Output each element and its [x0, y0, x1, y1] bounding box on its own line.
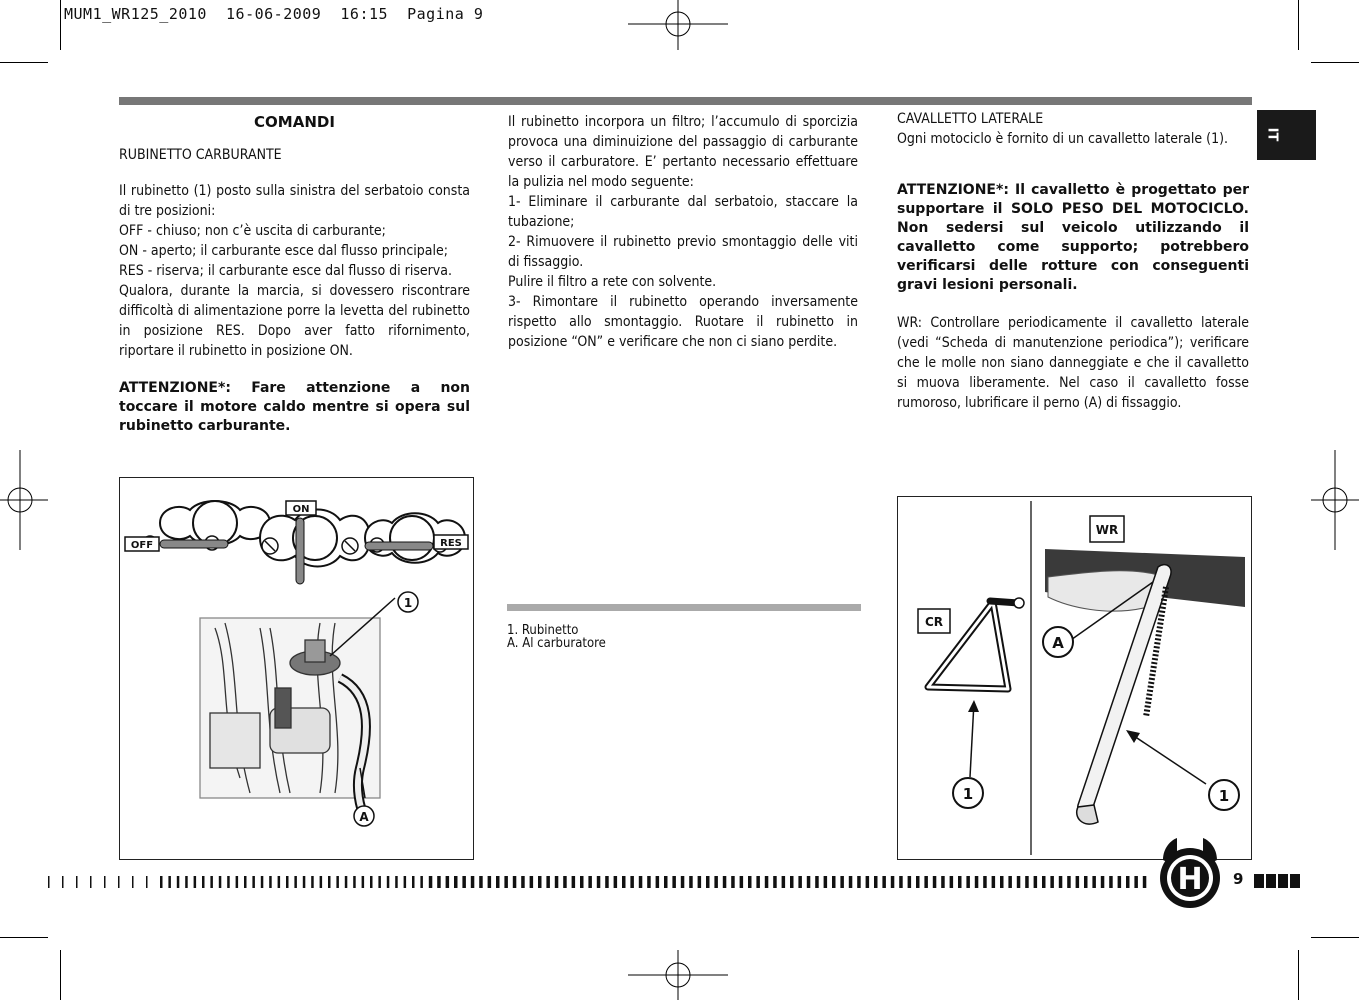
footer-tick — [479, 876, 483, 888]
label-on: ON — [292, 504, 310, 515]
footer-tick — [714, 876, 718, 888]
footer-tick — [950, 876, 954, 888]
footer-tick — [597, 876, 601, 888]
footer-tick — [521, 876, 525, 888]
footer-tick — [278, 876, 281, 888]
footer-tick — [227, 876, 230, 888]
paragraph: 1- Eliminare il carburante dal serbatoio, staccare la tubazione; — [508, 194, 858, 230]
caption-line: A. Al carburatore — [507, 636, 606, 651]
footer-tick — [236, 876, 239, 888]
section-title: COMANDI — [254, 113, 335, 131]
footer-tick — [471, 876, 475, 888]
crop-mark — [0, 62, 48, 63]
registration-mark-bottom — [628, 950, 728, 1000]
footer-tick — [773, 876, 777, 888]
paragraph: WR: Controllare periodicamente il cavalletto laterale (vedi “Scheda di manutenzione periodica”); verificare che le molle non siano danneggiate e che il cavalletto si muova liberamente. Nel caso il cavalletto fosse rumoroso, lubrificare il perno (A) di fissaggio. — [897, 315, 1249, 411]
callout-a-stand: A — [1052, 634, 1064, 652]
footer-tick — [454, 876, 458, 888]
footer-tick — [1050, 876, 1054, 888]
footer-tick — [731, 876, 735, 888]
registration-mark-left — [0, 450, 48, 550]
footer-tick — [429, 876, 433, 888]
page-number: 9 — [1233, 870, 1244, 888]
footer-tick — [1034, 876, 1038, 888]
engine-sketch — [200, 598, 395, 818]
tap-on-diagram — [260, 501, 370, 584]
footer-tick — [185, 876, 188, 888]
footer-tick — [362, 876, 365, 888]
crop-mark — [1298, 0, 1299, 50]
footer-tick — [681, 876, 685, 888]
footer-tick — [639, 876, 643, 888]
footer-tick — [1101, 876, 1105, 888]
paragraph: Il rubinetto incorpora un filtro; l’accumulo di sporcizia provoca una diminuizione del passaggio di carburante verso il carburatore. E’ pertanto necessario effettuare la pulizia nel modo seguente: — [508, 114, 858, 190]
footer-tick — [76, 876, 78, 888]
footer-tick — [689, 876, 693, 888]
language-tab — [1257, 110, 1316, 160]
footer-tick — [336, 876, 339, 888]
footer-tick — [1118, 876, 1122, 888]
footer-tick — [496, 876, 500, 888]
footer-tick — [462, 876, 466, 888]
footer-tick — [866, 876, 870, 888]
footer-block — [1278, 874, 1288, 888]
wr-stand-diagram — [1043, 516, 1245, 824]
footer-block — [1254, 874, 1264, 888]
footer-tick — [90, 876, 92, 888]
top-rule — [119, 97, 1252, 105]
footer-tick — [807, 876, 811, 888]
footer-block — [1290, 874, 1300, 888]
footer-tick — [370, 876, 373, 888]
footer-tick — [706, 876, 710, 888]
footer-tick — [177, 876, 180, 888]
footer-tick — [395, 876, 398, 888]
footer-tick — [664, 876, 668, 888]
label-off: OFF — [130, 540, 154, 551]
footer-tick — [563, 876, 567, 888]
footer-tick — [555, 876, 559, 888]
footer-tick — [941, 876, 945, 888]
footer-tick — [311, 876, 314, 888]
footer-tick — [160, 876, 163, 888]
paragraph: Il rubinetto (1) posto sulla sinistra del serbatoio consta di tre posizioni: — [119, 183, 470, 219]
footer-tick — [269, 876, 272, 888]
footer-tick — [345, 876, 348, 888]
crop-mark — [1298, 950, 1299, 1000]
footer-tick — [1076, 876, 1080, 888]
footer-tick — [723, 876, 727, 888]
footer-tick — [849, 876, 853, 888]
footer-tick — [580, 876, 584, 888]
footer-tick — [672, 876, 676, 888]
label-wr: WR — [1095, 523, 1119, 537]
footer-tick — [656, 876, 660, 888]
footer-tick — [857, 876, 861, 888]
footer-tick — [1126, 876, 1130, 888]
side-stand-illustration — [898, 497, 1251, 859]
footer-tick — [437, 876, 441, 888]
footer-tick — [194, 876, 197, 888]
column-2 — [508, 112, 858, 352]
tap-res-diagram — [365, 513, 468, 563]
crop-mark — [1311, 62, 1359, 63]
paragraph: ON - aperto; il carburante esce dal flusso principale; — [119, 243, 449, 259]
footer-tick — [992, 876, 996, 888]
footer-tick — [622, 876, 626, 888]
footer-tick — [790, 876, 794, 888]
footer-tick — [815, 876, 819, 888]
figure-side-stand — [897, 496, 1252, 860]
footer-tick — [244, 876, 247, 888]
figure-fuel-tap — [119, 477, 474, 860]
footer-tick — [104, 876, 106, 888]
brand-logo-letter: H — [1177, 862, 1203, 897]
paragraph: Ogni motociclo è fornito di un cavalletto laterale (1). — [897, 131, 1228, 147]
footer-tick — [62, 876, 64, 888]
footer-tick — [353, 876, 356, 888]
footer-tick — [387, 876, 390, 888]
footer-tick — [933, 876, 937, 888]
footer-tick — [446, 876, 450, 888]
paragraph: OFF - chiuso; non c’è uscita di carburante; — [119, 223, 386, 239]
footer-tick — [983, 876, 987, 888]
footer-tick — [1134, 876, 1138, 888]
footer-tick — [647, 876, 651, 888]
registration-mark-top — [628, 0, 728, 50]
paragraph: 2- Rimuovere il rubinetto previo smontaggio delle viti di fissaggio. — [508, 234, 858, 270]
crop-mark — [60, 950, 61, 1000]
footer-tick — [513, 876, 517, 888]
crop-mark — [60, 0, 61, 50]
footer-tick — [286, 876, 289, 888]
footer-tick — [572, 876, 576, 888]
footer-tick — [740, 876, 744, 888]
footer-tick — [48, 876, 50, 888]
footer-tick — [874, 876, 878, 888]
footer-tick — [294, 876, 297, 888]
brand-logo-icon — [1155, 836, 1225, 912]
caption-line: 1. Rubinetto — [507, 623, 579, 638]
footer-tick — [546, 876, 550, 888]
crop-mark — [0, 937, 48, 938]
footer-tick — [118, 876, 120, 888]
footer-tick — [1092, 876, 1096, 888]
footer-tick — [698, 876, 702, 888]
crop-mark — [1311, 937, 1359, 938]
footer-block — [1266, 874, 1276, 888]
footer-tick — [899, 876, 903, 888]
footer-tick — [420, 876, 423, 888]
footer-tick — [328, 876, 331, 888]
footer-tick — [219, 876, 222, 888]
footer-tick — [882, 876, 886, 888]
paragraph: Qualora, durante la marcia, si dovessero riscontrare difficoltà di alimentazione porre la levetta del rubinetto in posizione RES. Dopo aver fatto rifornimento, riportare il rubinetto in posizione ON. — [119, 283, 470, 359]
footer-tick — [588, 876, 592, 888]
footer-tick — [748, 876, 752, 888]
footer-tick — [1042, 876, 1046, 888]
footer-tick — [1025, 876, 1029, 888]
footer-tick — [404, 876, 407, 888]
column-3 — [897, 109, 1249, 413]
footer-tick — [210, 876, 213, 888]
footer-tick — [132, 876, 134, 888]
footer-tick — [832, 876, 836, 888]
footer-tick — [798, 876, 802, 888]
footer-tick — [303, 876, 306, 888]
cr-stand-diagram — [918, 598, 1024, 808]
registration-mark-right — [1311, 450, 1359, 550]
footer-tick — [605, 876, 609, 888]
tap-off-diagram — [125, 501, 270, 551]
footer-tick — [966, 876, 970, 888]
footer-tick — [782, 876, 786, 888]
footer-tick — [1084, 876, 1088, 888]
footer-tick — [765, 876, 769, 888]
column-1 — [119, 112, 470, 436]
footer-tick — [1143, 876, 1147, 888]
paragraph: Pulire il filtro a rete con solvente. — [508, 274, 717, 290]
footer-tick — [891, 876, 895, 888]
footer-tick — [908, 876, 912, 888]
footer-tick — [412, 876, 415, 888]
warning-text: ATTENZIONE*: Fare attenzione a non toccare il motore caldo mentre si opera sul rubinetto carburante. — [119, 380, 470, 434]
caption-rule — [507, 604, 861, 611]
print-slug: MUM1_WR125_2010 16-06-2009 16:15 Pagina 9 — [64, 5, 484, 23]
callout-a: A — [359, 810, 369, 824]
footer-tick — [530, 876, 534, 888]
footer-tick — [924, 876, 928, 888]
footer-tick — [168, 876, 171, 888]
footer-tick — [1008, 876, 1012, 888]
warning-text: ATTENZIONE*: Il cavalletto è progettato per supportare il SOLO PESO DEL MOTOCICLO. Non sedersi sul veicolo utilizzando il cavalletto come supporto; potrebbero verificarsi delle rotture con conseguenti gravi lesioni personali. — [897, 182, 1249, 293]
label-cr: CR — [924, 615, 944, 629]
footer-tick — [840, 876, 844, 888]
footer-tick — [504, 876, 508, 888]
footer-tick — [614, 876, 618, 888]
subheading-side-stand: CAVALLETTO LATERALE — [897, 111, 1044, 127]
footer-tick-bar — [46, 874, 1156, 888]
figure-caption — [507, 624, 606, 650]
footer-tick — [824, 876, 828, 888]
callout-1-left: 1 — [962, 785, 974, 803]
footer-tick — [202, 876, 205, 888]
footer-tick — [1059, 876, 1063, 888]
footer-tick — [916, 876, 920, 888]
footer-tick — [320, 876, 323, 888]
fuel-tap-illustration — [120, 478, 473, 859]
footer-tick — [252, 876, 255, 888]
callout-1-right: 1 — [1218, 787, 1230, 805]
footer-tick — [1000, 876, 1004, 888]
paragraph: RES - riserva; il carburante esce dal flusso di riserva. — [119, 263, 452, 279]
footer-tick — [975, 876, 979, 888]
footer-tick — [958, 876, 962, 888]
footer-tick — [538, 876, 542, 888]
footer-tick — [146, 876, 148, 888]
footer-tick — [378, 876, 381, 888]
footer-tick — [1067, 876, 1071, 888]
label-res: RES — [440, 538, 462, 549]
paragraph: 3- Rimontare il rubinetto operando inversamente rispetto allo smontaggio. Ruotare il rubinetto in posizione “ON” e verificare che non ci siano perdite. — [508, 294, 858, 350]
language-tab-label: IT — [1264, 127, 1280, 142]
footer-tick — [261, 876, 264, 888]
footer-tick — [488, 876, 492, 888]
callout-1: 1 — [403, 596, 413, 610]
footer-tick — [1109, 876, 1113, 888]
footer-tick — [756, 876, 760, 888]
footer-tick — [630, 876, 634, 888]
footer-tick — [1017, 876, 1021, 888]
subheading-fuel-tap: RUBINETTO CARBURANTE — [119, 147, 282, 163]
